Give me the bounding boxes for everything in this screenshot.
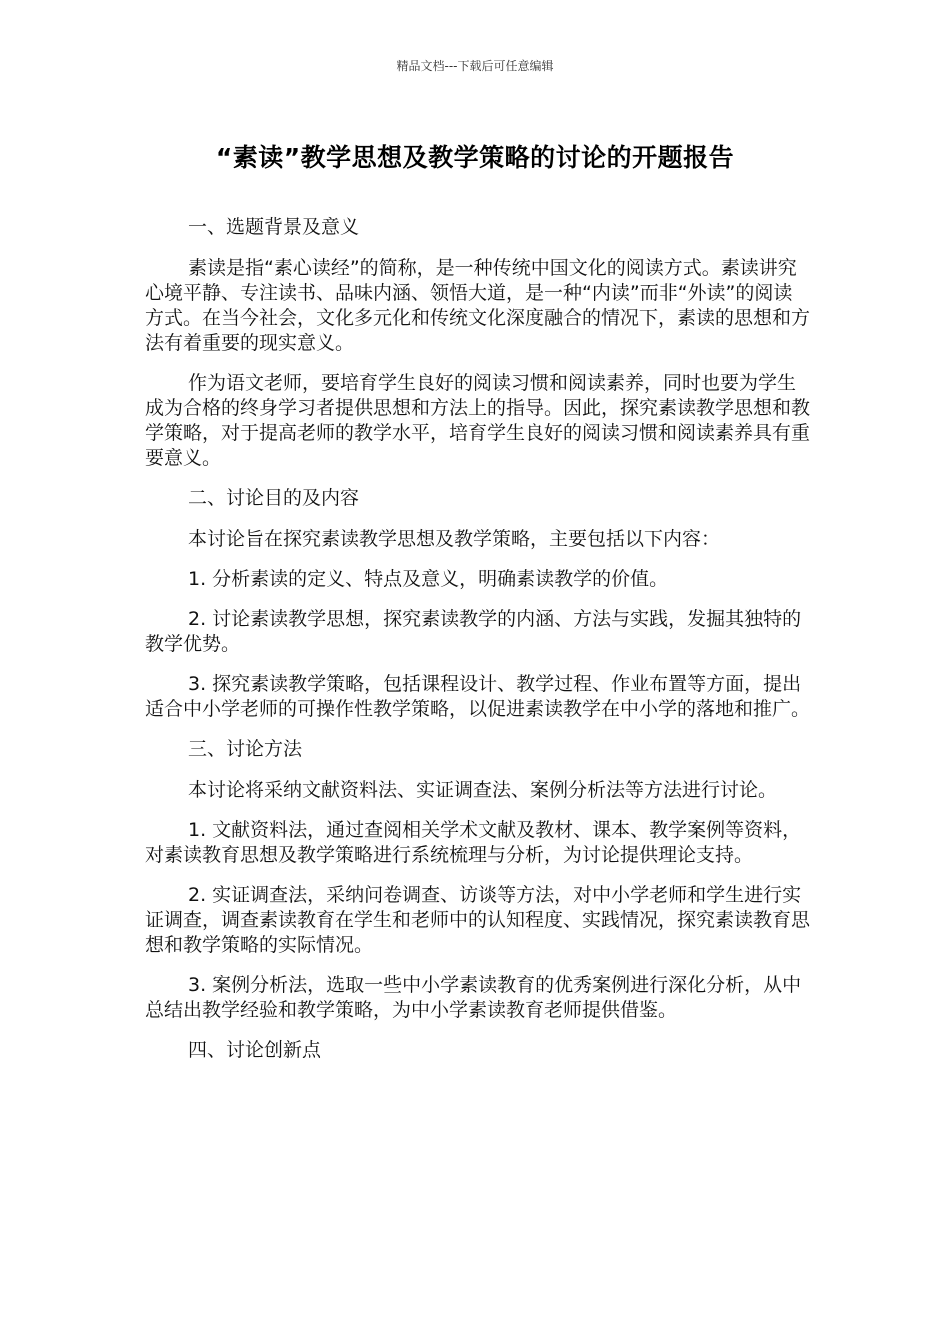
list-item-method-1: 1. 文献资料法，通过查阅相关学术文献及教材、课本、教学案例等资料，对素读教育思想及教学策略进行系统梳理与分析，为讨论提供理论支持。 [145,819,802,866]
paragraph-definition: 素读是指“素心读经”的简称，是一种传统中国文化的阅读方式。素读讲究心境平静、专注读书、品味内涵、领悟大道，是一种“内读”而非“外读”的阅读方式。在当今社会，文化多元化和传统文化深度融合的情况下，素读的思想和方法有着重要的现实意义。 [145,257,811,354]
section-heading-innovation: 四、讨论创新点 [188,1039,322,1061]
paragraph-purpose-intro: 本讨论旨在探究素读教学思想及教学策略，主要包括以下内容： [188,528,721,550]
paragraph-methods-intro: 本讨论将采纳文献资料法、实证调查法、案例分析法等方法进行讨论。 [188,779,778,801]
list-item-content-1: 1. 分析素读的定义、特点及意义，明确素读教学的价值。 [188,568,669,590]
list-item-method-2: 2. 实证调查法，采纳问卷调查、访谈等方法，对中小学老师和学生进行实证调查，调查素读教育在学生和老师中的认知程度、实践情况，探究素读教育思想和教学策略的实际情况。 [145,884,811,956]
section-heading-purpose: 二、讨论目的及内容 [188,487,360,509]
section-heading-methods: 三、讨论方法 [188,738,303,760]
paragraph-teacher-role: 作为语文老师，要培育学生良好的阅读习惯和阅读素养，同时也要为学生成为合格的终身学习者提供思想和方法上的指导。因此，探究素读教学思想和教学策略，对于提高老师的教学水平，培育学生良好的阅读习惯和阅读素养具有重要意义。 [145,372,811,469]
document-body [145,215,810,1079]
list-item-content-3: 3. 探究素读教学策略，包括课程设计、教学过程、作业布置等方面，提出适合中小学老师的可操作性教学策略，以促进素读教学在中小学的落地和推广。 [145,673,811,720]
document-title: “素读”教学思想及教学策略的讨论的开题报告 [215,143,735,172]
list-item-content-2: 2. 讨论素读教学思想，探究素读教学的内涵、方法与实践，发掘其独特的教学优势。 [145,608,802,655]
header-note: 精品文档---下载后可任意编辑 [396,59,554,73]
list-item-method-3: 3. 案例分析法，选取一些中小学素读教育的优秀案例进行深化分析，从中总结出教学经验和教学策略，为中小学素读教育老师提供借鉴。 [145,974,802,1021]
section-heading-background: 一、选题背景及意义 [188,216,360,238]
